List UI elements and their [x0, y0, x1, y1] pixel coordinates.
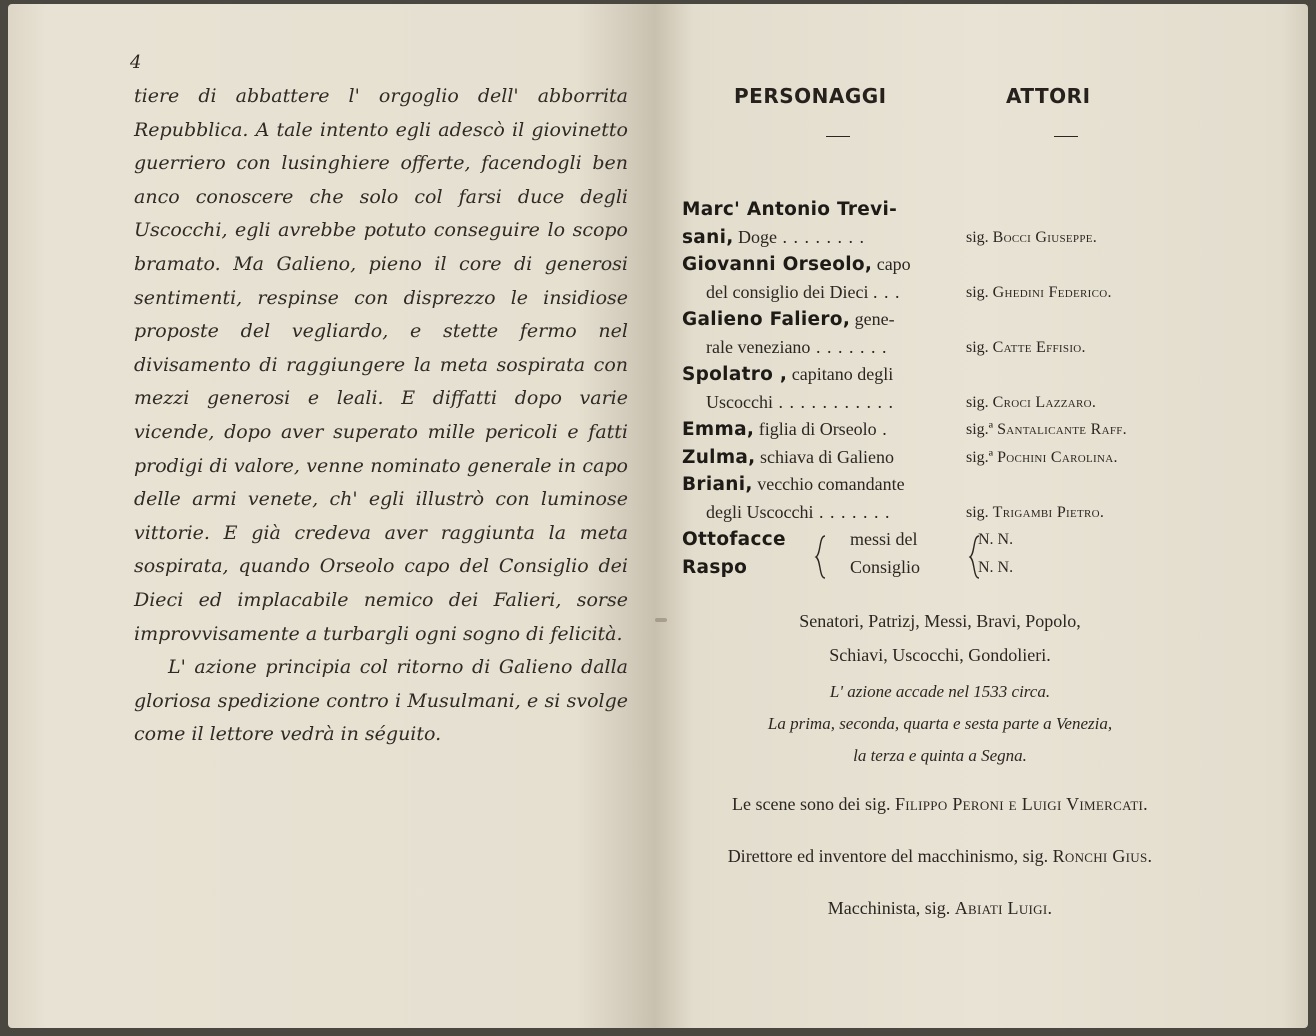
actor-name: Catte Effisio.	[992, 338, 1086, 356]
synopsis-paragraph: L' azione principia col ritorno di Galieno dalla gloriosa spedizione contro i Musulmani, e si svolge come il lettore vedrà in séguito.	[134, 656, 628, 746]
setting-line: La prima, seconda, quarta e sesta parte a Venezia,	[767, 714, 1113, 733]
character-role: capo	[872, 254, 911, 274]
actor-prefix: sig.	[966, 503, 989, 521]
character-role: Uscocchi	[706, 391, 773, 412]
actor-prefix: sig.ª	[966, 448, 994, 466]
credit-names: Abiati Luigi.	[954, 898, 1053, 918]
heading-rule	[826, 136, 850, 137]
leader-dots: . . .	[872, 281, 901, 302]
cast-line	[682, 251, 1172, 279]
cast-line	[682, 279, 1172, 307]
leader-dots: .	[876, 419, 888, 439]
actor-credit	[966, 444, 1118, 472]
character-name: Giovanni Orseolo,	[682, 254, 873, 275]
actor-credit	[966, 416, 1127, 444]
heading-rule	[1054, 136, 1078, 137]
cast-line	[682, 499, 1172, 527]
setting-line: la terza e quinta a Segna.	[853, 746, 1027, 765]
character-role: Doge	[733, 226, 778, 247]
character-name: Raspo	[682, 556, 748, 578]
heading-personaggi: PERSONAGGI	[734, 84, 887, 108]
character-role: vecchio comandante	[752, 474, 905, 494]
cast-line	[682, 444, 1172, 472]
cast-line	[682, 389, 1172, 417]
actor-name: Bocci Giuseppe.	[992, 228, 1098, 246]
actor-name: Pochini Carolina.	[997, 448, 1118, 466]
messenger-line	[682, 526, 1172, 554]
cast-line	[682, 196, 1172, 224]
setting-line: L' azione accade nel 1533 circa.	[829, 682, 1051, 701]
messenger-role: messi del	[850, 529, 918, 549]
cast-list	[682, 196, 1172, 581]
brace-icon	[968, 534, 982, 580]
character-name: Ottofacce	[682, 529, 786, 550]
left-page	[8, 4, 654, 1028]
cast-line	[682, 306, 1172, 334]
actor-prefix: sig.	[966, 283, 989, 301]
leader-dots: . . . . . . . . . . .	[772, 391, 894, 412]
actor-credit	[966, 334, 1086, 362]
actor-name: Croci Lazzaro.	[992, 393, 1097, 411]
messenger-line	[682, 554, 1172, 582]
credit-prefix: Macchinista, sig.	[827, 898, 951, 918]
credit-prefix: Le scene sono dei sig.	[732, 794, 891, 814]
actor-prefix: sig.	[966, 228, 989, 246]
credit-prefix: Direttore ed inventore del macchinismo, sig.	[727, 846, 1049, 866]
ensemble-list	[700, 604, 1180, 672]
credit-names: Filippo Peroni e Luigi Vimercati.	[894, 794, 1148, 814]
character-role: figlia di Orseolo	[754, 419, 877, 439]
credit-machinery-director	[690, 846, 1190, 867]
ensemble-line: Schiavi, Uscocchi, Gondolieri.	[829, 645, 1051, 665]
actor-name: N. N.	[978, 558, 1014, 576]
actor-prefix: sig.	[966, 393, 989, 411]
character-name: Zulma,	[682, 446, 756, 468]
heading-attori: ATTORI	[1006, 84, 1091, 108]
character-name: Galieno Faliero,	[682, 309, 851, 330]
synopsis-text	[134, 80, 628, 752]
cast-line	[682, 471, 1172, 499]
actor-name: N. N.	[978, 531, 1014, 548]
character-role: capitano degli	[787, 364, 894, 384]
leader-dots: . . . . . . . .	[777, 226, 866, 247]
synopsis-paragraph: tiere di abbattere l' orgoglio dell' abborrita Repubblica. A tale intento egli adescò il giovinetto guerriero con lusinghiere offerte, facendogli ben anco conoscere che solo col farsi duce degli Uscocchi, egli avrebbe potuto conseguire lo scopo bramato. Ma Galieno, pieno il core di generosi sentimenti, respinse con disprezzo le insidiose proposte del vegliardo, e stette fermo nel divisamento di raggiungere la meta sospirata con mezzi generosi e leali. E diffatti dopo varie vicende, dopo aver superato mille pericoli e fatti prodigi di valore, venne nominato generale in capo delle armi venete, ch' egli illustrò con luminose vittorie. E già credeva aver raggiunta la meta sospirata, quando Orseolo capo del Consiglio dei Dieci ed implacabile nemico dei Falieri, sorse improvvisamente a turbargli ogni sogno di felicità.	[134, 85, 628, 645]
actor-prefix: sig.ª	[966, 421, 994, 438]
character-name: Emma,	[682, 419, 755, 440]
leader-dots: . . . . . . .	[813, 501, 891, 522]
character-role: degli Uscocchi	[706, 501, 814, 522]
cast-line	[682, 416, 1172, 444]
character-name: Spolatro ,	[682, 364, 788, 385]
cast-line	[682, 334, 1172, 362]
character-role: schiava di Galieno	[755, 446, 894, 467]
actor-prefix: sig.	[966, 338, 989, 356]
character-role: del consiglio dei Dieci	[706, 281, 869, 302]
gutter-mark	[655, 618, 667, 622]
leader-dots: . . . . . . .	[810, 336, 888, 357]
credit-names: Ronchi Gius.	[1052, 846, 1153, 866]
brace-icon	[814, 534, 828, 580]
character-role: rale veneziano	[706, 336, 811, 357]
page-number: 4	[130, 52, 142, 73]
cast-line	[682, 361, 1172, 389]
character-name: sani,	[682, 226, 734, 248]
character-name: Marc' Antonio Trevi-	[682, 199, 898, 220]
ensemble-line: Senatori, Patrizj, Messi, Bravi, Popolo,	[799, 611, 1081, 631]
credit-scenery	[690, 794, 1190, 815]
character-role: gene-	[850, 309, 895, 329]
actor-credit	[966, 279, 1112, 307]
cast-headings	[734, 84, 1194, 144]
credit-machinist	[690, 898, 1190, 919]
actor-credit	[966, 389, 1096, 417]
setting-note	[700, 676, 1180, 772]
actor-name: Trigambi Pietro.	[992, 503, 1105, 521]
actor-credit	[966, 224, 1097, 252]
character-name: Briani,	[682, 474, 753, 495]
messenger-role: Consiglio	[850, 556, 921, 577]
actor-name: Santalicante Raff.	[997, 421, 1127, 438]
cast-line	[682, 224, 1172, 252]
actor-credit	[966, 499, 1104, 527]
actor-name: Ghedini Federico.	[992, 283, 1112, 301]
